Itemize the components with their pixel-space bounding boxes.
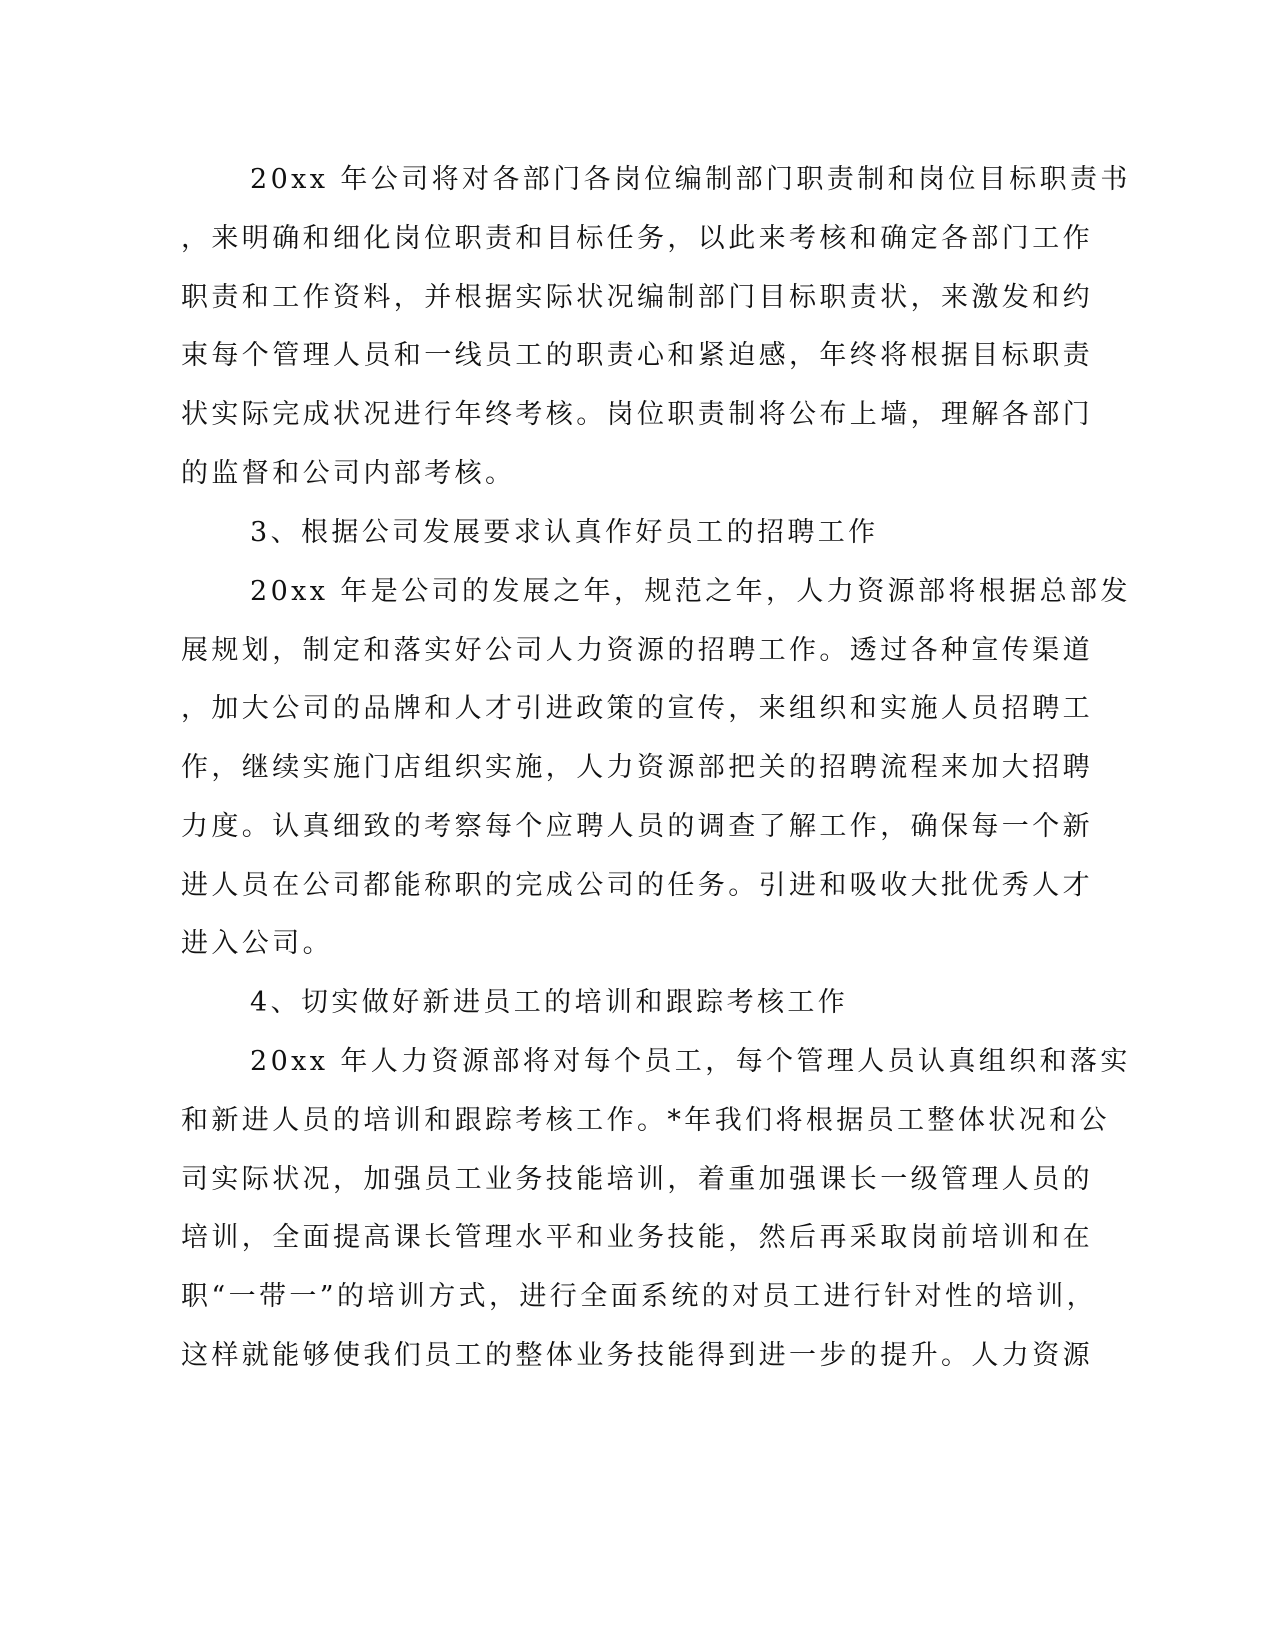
paragraph-line: 20xx 年是公司的发展之年，规范之年，人力资源部将根据总部发 (250, 576, 1131, 607)
paragraph-line: 力度。认真细致的考察每个应聘人员的调查了解工作，确保每一个新 (181, 811, 1093, 842)
paragraph-line: ，加大公司的品牌和人才引进政策的宣传，来组织和实施人员招聘工 (181, 693, 1093, 724)
paragraph-line: 20xx 年人力资源部将对每个员工，每个管理人员认真组织和落实 (250, 1046, 1131, 1077)
paragraph-line: 作，继续实施门店组织实施，人力资源部把关的招聘流程来加大招聘 (181, 752, 1093, 783)
paragraph-line: 20xx 年公司将对各部门各岗位编制部门职责制和岗位目标职责书 (250, 164, 1131, 195)
paragraph-line: 和新进人员的培训和跟踪考核工作。*年我们将根据员工整体状况和公 (181, 1105, 1110, 1136)
paragraph-line: 职责和工作资料，并根据实际状况编制部门目标职责状，来激发和约 (181, 282, 1093, 313)
paragraph-line: 束每个管理人员和一线员工的职责心和紧迫感，年终将根据目标职责 (181, 340, 1093, 371)
paragraph-line: 进入公司。 (181, 928, 333, 959)
section-heading: 4、切实做好新进员工的培训和跟踪考核工作 (250, 987, 849, 1018)
paragraph-line: 展规划，制定和落实好公司人力资源的招聘工作。透过各种宣传渠道 (181, 635, 1093, 666)
section-heading: 3、根据公司发展要求认真作好员工的招聘工作 (250, 517, 879, 548)
paragraph-line: 的监督和公司内部考核。 (181, 458, 516, 489)
paragraph-line: 状实际完成状况进行年终考核。岗位职责制将公布上墙，理解各部门 (181, 399, 1093, 430)
paragraph-line: 这样就能够使我们员工的整体业务技能得到进一步的提升。人力资源 (181, 1340, 1093, 1371)
paragraph-line: 培训，全面提高课长管理水平和业务技能，然后再采取岗前培训和在 (181, 1222, 1093, 1253)
paragraph-line: 职“一带一”的培训方式，进行全面系统的对员工进行针对性的培训， (181, 1281, 1098, 1312)
paragraph-line: 司实际状况，加强员工业务技能培训，着重加强课长一级管理人员的 (181, 1164, 1093, 1195)
paragraph-line: 进人员在公司都能称职的完成公司的任务。引进和吸收大批优秀人才 (181, 870, 1093, 901)
paragraph-line: ，来明确和细化岗位职责和目标任务，以此来考核和确定各部门工作 (181, 223, 1093, 254)
